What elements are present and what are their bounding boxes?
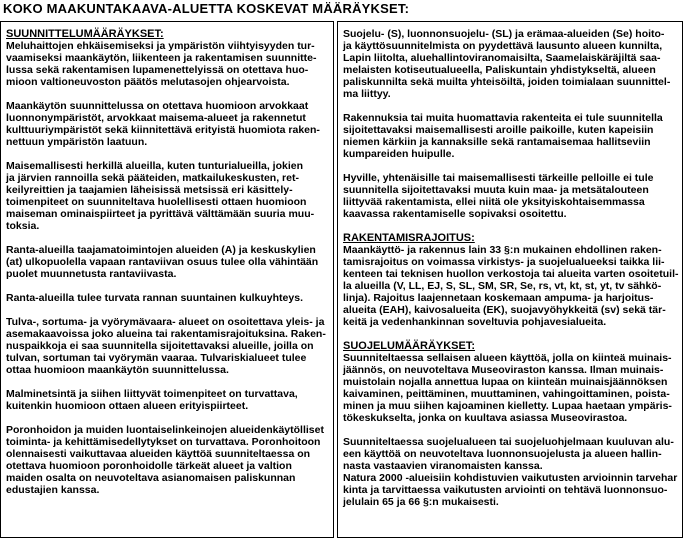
text-line: maiseman ominaispiirteet ja pyrittävä välttämään suuria muu-: [6, 208, 315, 220]
text-line: maiden osalta on neuvoteltava asianomaisen paliskunnan: [6, 472, 296, 484]
text-line: Maankäytön suunnittelussa on otettava huomioon arvokkaat: [6, 100, 309, 112]
text-line: tulvan, sortuman tai vyörymän vaaraa. Tulvariskialueet tulee: [6, 352, 307, 364]
text-line: nuspaikkoja ei saa suunnitella sijoitettavaksi alueille, joilla on: [6, 340, 314, 352]
paragraph: [343, 436, 677, 508]
text-line: Rakennuksia tai muita huomattavia rakenteita ei tule suunnitella: [343, 112, 663, 124]
text-line: keilyreittien ja taajamien läheisissä metsissä eri käsittely-: [6, 184, 293, 196]
text-line: kaivaminen, peittäminen, muuttaminen, vahingoittaminen, poista-: [343, 388, 670, 400]
text-line: linja). Rajoitus laajennetaan koskemaan ampuma- ja harjoitus-: [343, 292, 654, 304]
text-line: suunnitella sijoitettavaksi muuta kuin maa- ja metsätalouteen: [343, 184, 649, 196]
text-line: jelulain 65 ja 66 §:n mukaisesti.: [343, 496, 499, 508]
document-title: KOKO MAAKUNTAKAAVA-ALUETTA KOSKEVAT MÄÄRÄYKSET:: [3, 1, 410, 16]
text-line: kumpareiden huipulle.: [343, 148, 455, 160]
paragraph: [6, 244, 328, 280]
text-line: Hyville, yhtenäisille tai maisemallisesti tärkeille pelloille ei tule: [343, 172, 654, 184]
text-line: lussa sekä rakentamisen lupamenettelyissä on otettava huo-: [6, 64, 309, 76]
text-line: keitä ja vedenhankinnan soveltuvia pohjavesialueita.: [343, 316, 607, 328]
text-line: Meluhaittojen ehkäisemiseksi ja ympäristön viihtyisyyden tur-: [6, 40, 315, 52]
right-column: [337, 21, 683, 538]
text-line: minen ja muu siihen kajoaminen kielletty. Lupaa haetaan ympäris-: [343, 400, 672, 412]
text-line: sijoitettavaksi maisemallisesti aroille paikoille, kuten kapeisiin: [343, 124, 654, 136]
text-line: tökeskukselta, jonka on kuultava asiassa Museovirastoa.: [343, 412, 628, 424]
text-line: ja käyttösuunnitelmista on pyydettävä lausunto alueen kunnilta,: [343, 40, 663, 52]
text-line: otettava huomioon poronhoidolle tärkeät alueet ja valtion: [6, 460, 292, 472]
text-line: kuitenkin huomioon ottaen alueen erityispiirteet.: [6, 400, 249, 412]
text-line: niemen kärkiin ja kannaksille sekä rantamaisemaa hallitseviin: [343, 136, 651, 148]
text-line: kulttuuriympäristöt sekä kiinnitettävä erityistä huomiota raken-: [6, 124, 320, 136]
text-line: ja järvien rannoilla sekä pääteiden, matkailukeskusten, ret-: [6, 172, 299, 184]
text-line: Ranta-alueilla taajamatoimintojen alueiden (A) ja keskuskylien: [6, 244, 316, 256]
section-heading: RAKENTAMISRAJOITUS:: [343, 232, 475, 244]
text-line: kenteen tai teknisen huollon verkostoja tai alueita varten osoitetuil-: [343, 268, 679, 280]
text-line: liittyvää rakentamista, ellei niitä ole yksityiskohtaisemmassa: [343, 196, 645, 208]
text-line: edustajien kanssa.: [6, 484, 100, 496]
text-line: Lapin liitolta, aluehallintoviranomaisilta, Saamelaiskäräjiltä saa-: [343, 52, 661, 64]
text-line: Suunniteltaessa sellaisen alueen käyttöä, jolla on kiinteä muinais-: [343, 352, 672, 364]
text-line: paliskunnilta sekä muilta yhteisöiltä, joiden toimialaan suunnittel-: [343, 76, 671, 88]
text-line: toksia.: [6, 220, 40, 232]
text-line: kaavassa rakentamiselle sopivaksi osoitettu.: [343, 208, 567, 220]
text-line: tamisrajoitus on voimassa virkistys- ja suojelualueeksi taikka lii-: [343, 256, 665, 268]
left-column: [0, 21, 334, 538]
paragraph: [343, 112, 677, 160]
paragraph: [6, 424, 328, 496]
paragraph: [6, 40, 328, 88]
text-line: ma liittyy.: [343, 88, 391, 100]
text-line: luonnonympäristöt, arvokkaat maisema-alueet ja rakennetut: [6, 112, 306, 124]
text-line: nettuun ympäristön laatuun.: [6, 136, 148, 148]
paragraph: [343, 244, 677, 328]
section-heading: SUUNNITTELUMÄÄRÄYKSET:: [6, 28, 164, 40]
text-line: olennaisesti vaikuttavaa alueiden käyttöä suunniteltaessa on: [6, 448, 311, 460]
paragraph: [343, 172, 677, 220]
text-line: nasta vastaavien viranomaisten kanssa.: [343, 460, 543, 472]
text-line: kinta ja tarvittaessa vaikutusten arviointi on tehtävä luonnonsuo-: [343, 484, 668, 496]
paragraph: [343, 28, 677, 100]
text-line: jäännös, on neuvoteltava Museoviraston kanssa. Ilman muinais-: [343, 364, 664, 376]
text-line: een käyttöä on neuvoteltava luonnonsuojelusta ja alueen hallin-: [343, 448, 662, 460]
text-line: Ranta-alueilla tulee turvata rannan suuntainen kulkuyhteys.: [6, 292, 303, 304]
text-line: asemakaavoissa joko alueina tai rakentamisrajoituksina. Raken-: [6, 328, 326, 340]
paragraph: [6, 316, 328, 376]
text-line: la alueilla (V, LL, EJ, S, SL, SM, SR, Se, rs, vt, kt, st, yt, tv sähkö-: [343, 280, 662, 292]
text-line: toiminta- ja kehittämisedellytykset on turvattava. Poronhoitoon: [6, 436, 321, 448]
paragraph: [343, 352, 677, 424]
text-line: Tulva-, sortuma- ja vyörymävaara- alueet on osoitettava yleis- ja: [6, 316, 325, 328]
text-line: Maisemallisesti herkillä alueilla, kuten tunturialueilla, jokien: [6, 160, 304, 172]
text-line: Suunniteltaessa suojelualueen tai suojeluohjelmaan kuuluvan alu-: [343, 436, 674, 448]
text-line: vaamiseksi maankäytön, liikenteen ja rakentamisen suunnitte-: [6, 52, 317, 64]
section-heading: SUOJELUMÄÄRÄYKSET:: [343, 340, 476, 352]
paragraph: [6, 388, 328, 412]
text-line: toimenpiteet on suunniteltava huolellisesti ottaen huomioon: [6, 196, 307, 208]
text-line: ottaa huomioon maankäytön suunnittelussa.: [6, 364, 229, 376]
text-line: melaisten kotiseutualueella, Paliskuntain yhdistykseltä, alueen: [343, 64, 656, 76]
paragraph: [6, 160, 328, 232]
text-line: (at) ulkopuolella vapaan rantaviivan osuus tulee olla vähintään: [6, 256, 319, 268]
text-line: Poronhoidon ja muiden luontaiselinkeinojen alueidenkäytölliset: [6, 424, 324, 436]
text-line: mioon valtioneuvoston päätös melutasojen ohjearvoista.: [6, 76, 290, 88]
text-line: Natura 2000 -alueisiin kohdistuvien vaikutusten arvioinnin tarvehar: [343, 472, 678, 484]
paragraph: [6, 292, 328, 304]
text-line: Maankäyttö- ja rakennus lain 33 §:n mukainen ehdollinen raken-: [343, 244, 662, 256]
text-line: Malminetsintä ja siihen liittyvät toimenpiteet on turvattava,: [6, 388, 298, 400]
text-line: Suojelu- (S), luonnonsuojelu- (SL) ja erämaa-alueiden (Se) hoito-: [343, 28, 665, 40]
paragraph: [6, 100, 328, 148]
text-line: muistolain nojalla annettua lupaa on kiinteän muinaisjäännöksen: [343, 376, 668, 388]
text-line: alueita (EAH), kaivosalueita (EK), suojavyöhykkeitä (sv) sekä tär-: [343, 304, 666, 316]
text-line: puolet muunnetusta rantaviivasta.: [6, 268, 177, 280]
